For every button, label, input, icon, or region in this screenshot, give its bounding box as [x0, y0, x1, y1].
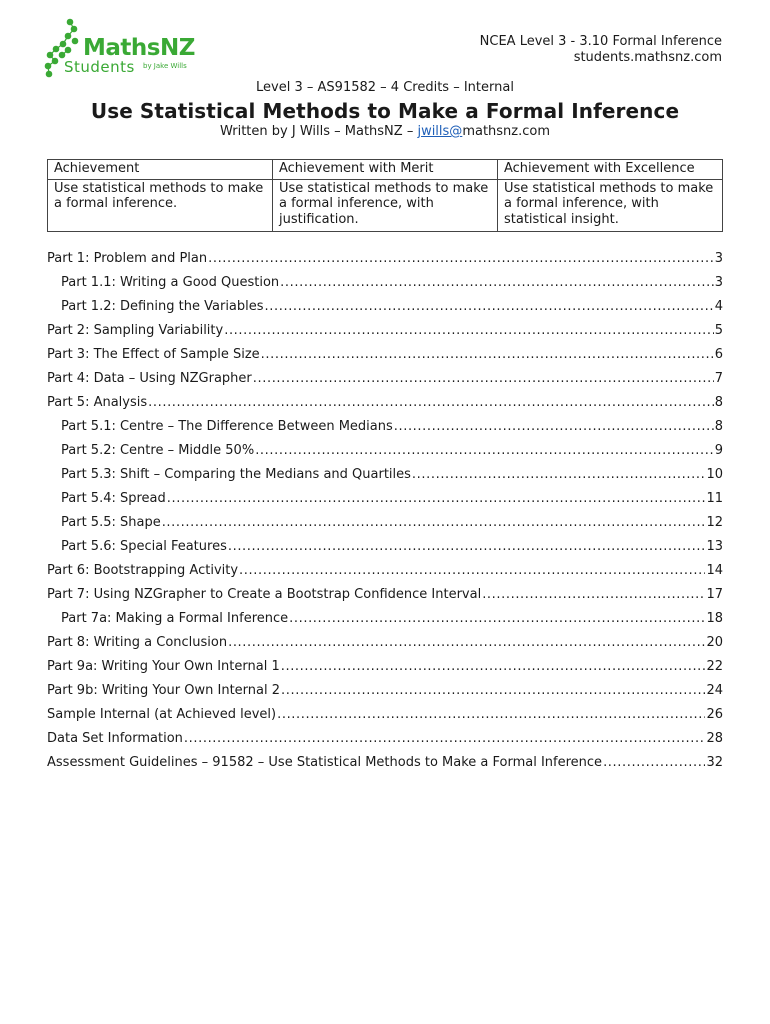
author-prefix: Written by J Wills – MathsNZ – — [219, 124, 418, 139]
header-info — [480, 34, 722, 66]
toc-entry-title: Part 1.2: Defining the Variables — [61, 299, 264, 314]
email-link[interactable]: jwills@ — [417, 124, 463, 139]
toc-entry[interactable] — [47, 439, 723, 463]
logo-subtitle: Students — [64, 58, 135, 76]
toc-entry-title: Part 7: Using NZGrapher to Create a Bootstrap Confidence Interval — [47, 587, 482, 602]
toc-leader-dots — [167, 487, 706, 511]
toc-leader-dots — [394, 415, 714, 439]
toc-leader-dots — [261, 343, 714, 367]
toc-leader-dots — [482, 583, 705, 607]
toc-leader-dots — [208, 247, 714, 271]
course-line: NCEA Level 3 - 3.10 Formal Inference — [479, 34, 722, 49]
toc-entry-page: 11 — [706, 491, 723, 506]
logo-byline: by Jake Wills — [143, 62, 187, 70]
toc-entry[interactable] — [47, 391, 723, 415]
toc-entry-page: 12 — [706, 515, 723, 530]
toc-leader-dots — [603, 751, 705, 775]
toc-leader-dots — [228, 631, 705, 655]
toc-leader-dots — [228, 535, 706, 559]
toc-leader-dots — [184, 727, 706, 751]
toc-leader-dots — [277, 703, 705, 727]
toc-entry-title: Part 9b: Writing Your Own Internal 2 — [47, 683, 281, 698]
table-cell-achievement: Use statistical methods to make a formal inference. — [48, 179, 273, 231]
toc-entry[interactable] — [47, 703, 723, 727]
toc-entry-page: 26 — [706, 707, 723, 722]
toc-entry-title: Part 6: Bootstrapping Activity — [47, 563, 239, 578]
toc-entry-page: 8 — [714, 395, 723, 410]
toc-leader-dots — [412, 463, 706, 487]
toc-entry-page: 8 — [714, 419, 723, 434]
toc-entry-title: Part 5.6: Special Features — [61, 539, 227, 554]
logo-wordmark: MathsNZ — [83, 35, 195, 61]
table-header-achievement: Achievement — [48, 160, 273, 180]
toc-entry-title: Part 5.4: Spread — [61, 491, 166, 506]
toc-entry-title: Part 1.1: Writing a Good Question — [61, 275, 280, 290]
toc-entry-title: Part 7a: Making a Formal Inference — [61, 611, 289, 626]
toc-entry[interactable] — [47, 751, 723, 775]
toc-leader-dots — [148, 391, 714, 415]
toc-entry[interactable] — [47, 271, 723, 295]
toc-entry-title: Part 3: The Effect of Sample Size — [47, 347, 260, 362]
toc-entry-page: 6 — [714, 347, 723, 362]
email-domain: mathsnz.com — [462, 124, 551, 139]
toc-leader-dots — [289, 607, 705, 631]
toc-entry[interactable] — [47, 247, 723, 271]
toc-entry-title: Part 2: Sampling Variability — [47, 323, 224, 338]
toc-entry-title: Part 8: Writing a Conclusion — [47, 635, 228, 650]
toc-entry[interactable] — [47, 295, 723, 319]
toc-entry-page: 28 — [706, 731, 723, 746]
toc-entry-page: 5 — [714, 323, 723, 338]
toc-leader-dots — [281, 679, 705, 703]
toc-entry-page: 14 — [706, 563, 723, 578]
toc-entry[interactable] — [47, 535, 723, 559]
toc-entry-page: 20 — [706, 635, 723, 650]
toc-entry-title: Assessment Guidelines – 91582 – Use Statistical Methods to Make a Formal Inference — [47, 755, 603, 770]
toc-entry[interactable] — [47, 679, 723, 703]
toc-entry[interactable] — [47, 343, 723, 367]
toc-entry-page: 24 — [706, 683, 723, 698]
page-title: Use Statistical Methods to Make a Formal Inference — [90, 99, 680, 123]
toc-entry-page: 3 — [714, 275, 723, 290]
achievement-table — [47, 159, 723, 232]
toc-leader-dots — [265, 295, 714, 319]
table-row — [48, 179, 723, 231]
toc-entry[interactable] — [47, 583, 723, 607]
toc-entry[interactable] — [47, 511, 723, 535]
toc-leader-dots — [253, 367, 714, 391]
mathsnz-logo — [44, 18, 204, 80]
toc-entry[interactable] — [47, 607, 723, 631]
toc-entry-page: 3 — [714, 251, 723, 266]
toc-entry-page: 17 — [706, 587, 723, 602]
toc-entry-page: 10 — [706, 467, 723, 482]
table-header-merit: Achievement with Merit — [273, 160, 498, 180]
toc-entry-title: Part 4: Data – Using NZGrapher — [47, 371, 252, 386]
toc-entry[interactable] — [47, 463, 723, 487]
table-cell-merit: Use statistical methods to make a formal inference, with justification. — [273, 179, 498, 231]
toc-entry-page: 22 — [706, 659, 723, 674]
toc-entry[interactable] — [47, 655, 723, 679]
toc-entry-title: Part 5.1: Centre – The Difference Between Medians — [61, 419, 393, 434]
toc-entry-title: Data Set Information — [47, 731, 183, 746]
table-of-contents — [47, 247, 723, 775]
toc-entry[interactable] — [47, 631, 723, 655]
toc-entry[interactable] — [47, 727, 723, 751]
toc-entry[interactable] — [47, 415, 723, 439]
toc-leader-dots — [281, 655, 706, 679]
toc-entry[interactable] — [47, 487, 723, 511]
toc-entry-title: Part 5.3: Shift – Comparing the Medians and Quartiles — [61, 467, 411, 482]
website-line: students.mathsnz.com — [573, 50, 722, 65]
toc-entry-page: 9 — [714, 443, 723, 458]
toc-entry-page: 13 — [706, 539, 723, 554]
table-header-excellence: Achievement with Excellence — [498, 160, 723, 180]
toc-leader-dots — [239, 559, 705, 583]
toc-entry-page: 4 — [714, 299, 723, 314]
level-line: Level 3 – AS91582 – 4 Credits – Internal — [256, 80, 514, 95]
toc-leader-dots — [162, 511, 706, 535]
toc-entry-title: Part 1: Problem and Plan — [47, 251, 208, 266]
toc-leader-dots — [255, 439, 714, 463]
toc-entry-title: Part 5.5: Shape — [61, 515, 161, 530]
toc-entry-title: Part 5.2: Centre – Middle 50% — [61, 443, 255, 458]
toc-entry-page: 32 — [706, 755, 723, 770]
table-cell-excellence: Use statistical methods to make a formal inference, with statistical insight. — [498, 179, 723, 231]
toc-entry[interactable] — [47, 559, 723, 583]
title-block — [0, 80, 770, 140]
author-line — [0, 124, 770, 140]
toc-entry-title: Sample Internal (at Achieved level) — [47, 707, 277, 722]
toc-entry-title: Part 9a: Writing Your Own Internal 1 — [47, 659, 280, 674]
toc-entry[interactable] — [47, 367, 723, 391]
toc-entry-page: 18 — [706, 611, 723, 626]
toc-entry-title: Part 5: Analysis — [47, 395, 148, 410]
toc-leader-dots — [224, 319, 714, 343]
toc-entry-page: 7 — [714, 371, 723, 386]
toc-entry[interactable] — [47, 319, 723, 343]
toc-leader-dots — [280, 271, 714, 295]
